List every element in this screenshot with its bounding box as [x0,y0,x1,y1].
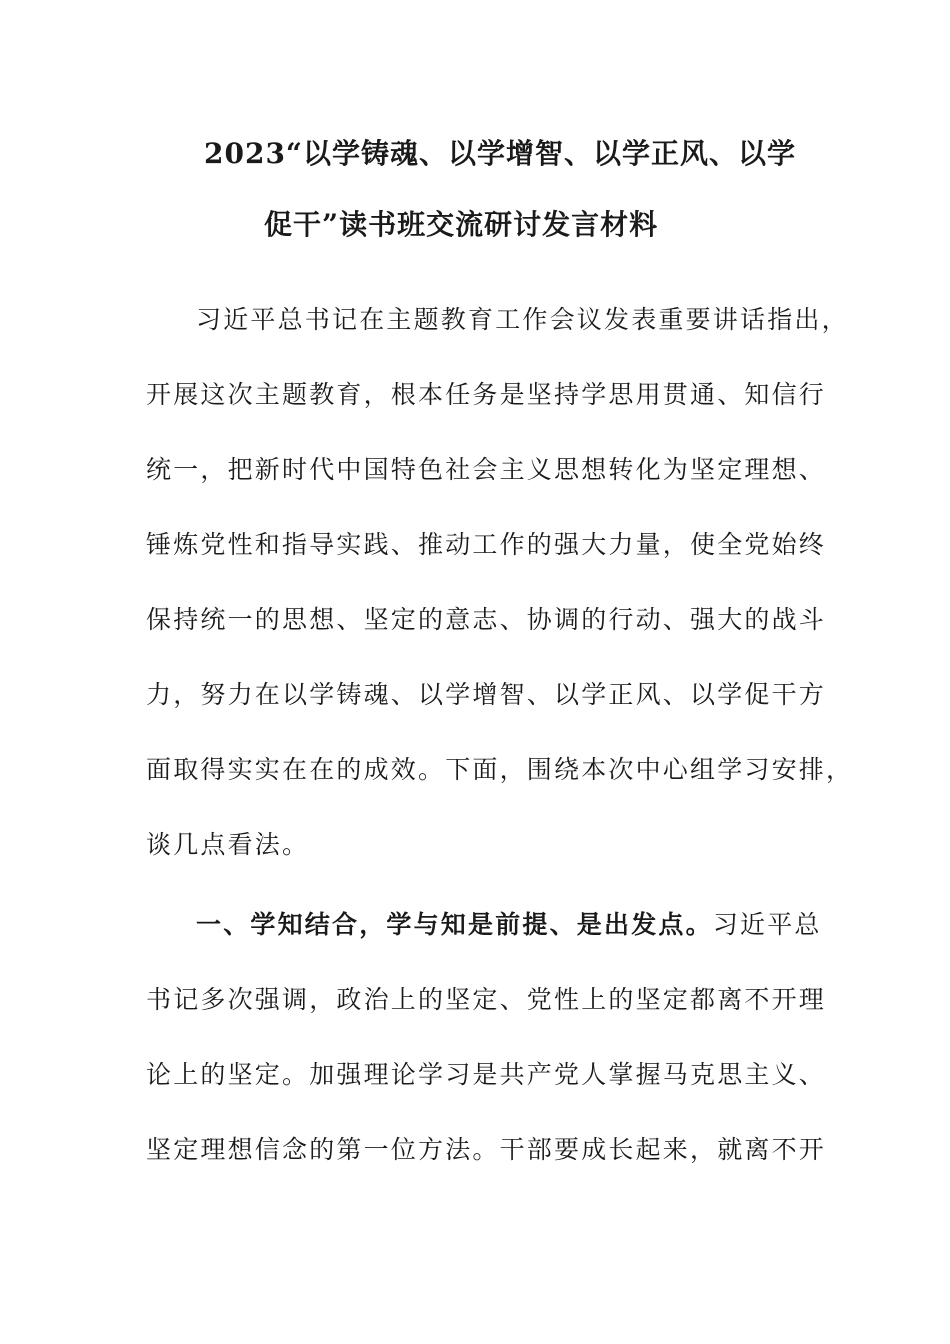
paragraph-1-line-1: 习近平总书记在主题教育工作会议发表重要讲话指出， [196,305,849,334]
paragraph-1-line-8: 谈几点看法。 [146,830,310,859]
paragraph-1-line-4: 锤炼党性和指导实践、推动工作的强大力量，使全党始终 [146,530,827,559]
section-1-first-line [196,905,822,941]
paragraph-1-line-7: 面取得实实在在的成效。下面，围绕本次中心组学习安排， [146,755,854,784]
section-1-line-4: 坚定理想信念的第一位方法。干部要成长起来，就离不开 [146,1135,827,1164]
section-1-heading: 一、学知结合，学与知是前提、是出发点。 [196,910,713,939]
document-title-line-1: 2023“以学铸魂、以学增智、以学正风、以学 [204,137,797,170]
paragraph-1-line-6: 力，努力在以学铸魂、以学增智、以学正风、以学促干方 [146,680,827,709]
section-1-line-2: 书记多次强调，政治上的坚定、党性上的坚定都离不开理 [146,985,827,1014]
paragraph-1-line-3: 统一，把新时代中国特色社会主义思想转化为坚定理想、 [146,455,827,484]
paragraph-1-line-5: 保持统一的思想、坚定的意志、协调的行动、强大的战斗 [146,605,827,634]
section-1-first-line-rest: 习近平总 [712,910,822,939]
paragraph-1-line-2: 开展这次主题教育，根本任务是坚持学思用贯通、知信行 [146,380,827,409]
section-1-line-3: 论上的坚定。加强理论学习是共产党人掌握马克思主义、 [146,1060,827,1089]
document-title-line-2: 促干”读书班交流研讨发言材料 [264,208,659,241]
